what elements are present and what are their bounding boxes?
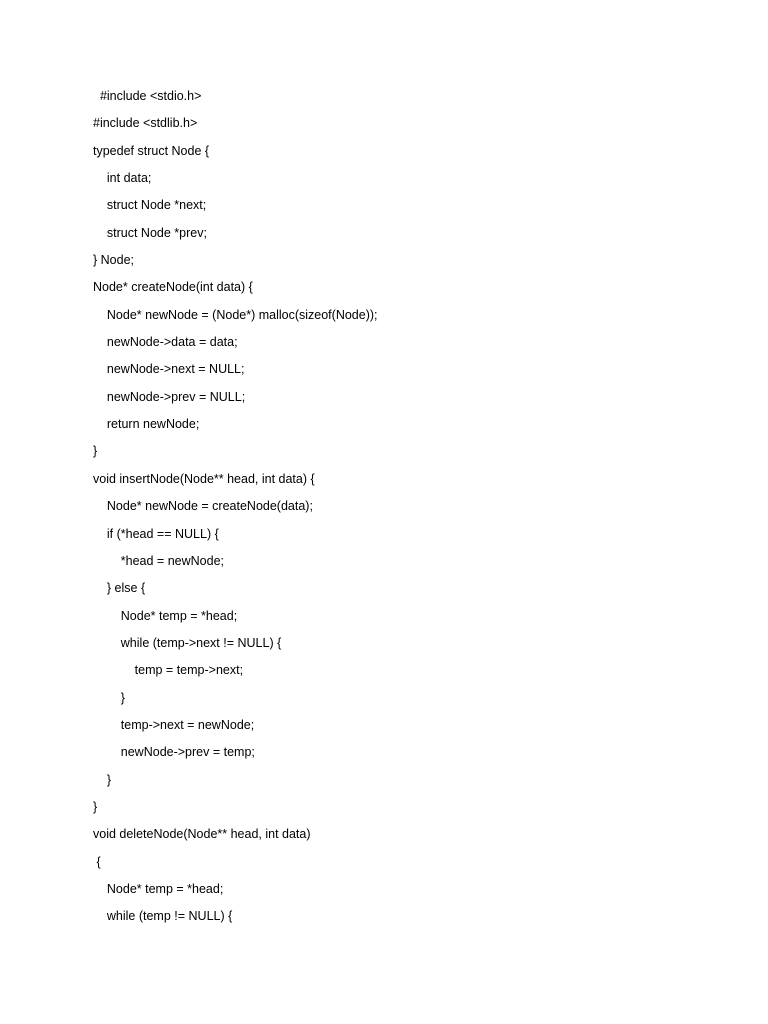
code-line: Node* newNode = (Node*) malloc(sizeof(Node)); (93, 307, 378, 322)
code-line: int data; (93, 171, 152, 186)
code-line: Node* createNode(int data) { (93, 280, 253, 295)
code-line: #include <stdlib.h> (93, 116, 198, 131)
code-line: *head = newNode; (93, 553, 224, 568)
code-line: } (93, 690, 125, 705)
code-listing (93, 86, 733, 934)
code-line: } else { (93, 581, 146, 596)
code-line: temp = temp->next; (93, 663, 244, 678)
code-line: return newNode; (93, 417, 200, 432)
code-line: newNode->prev = NULL; (93, 389, 246, 404)
code-line: } (93, 772, 112, 787)
code-line: newNode->prev = temp; (93, 745, 255, 760)
code-line: void deleteNode(Node** head, int data) (93, 827, 311, 842)
code-line: temp->next = newNode; (93, 717, 255, 732)
code-line: } (93, 799, 98, 814)
code-line: Node* temp = *head; (93, 608, 238, 623)
code-line: typedef struct Node { (93, 143, 210, 158)
code-line: } Node; (93, 253, 135, 268)
code-line: } (93, 444, 98, 459)
code-line: while (temp != NULL) { (93, 909, 233, 924)
code-line: Node* temp = *head; (93, 881, 224, 896)
code-line: { (93, 854, 101, 869)
code-line: while (temp->next != NULL) { (93, 635, 282, 650)
code-line: struct Node *prev; (93, 225, 207, 240)
code-line: newNode->next = NULL; (93, 362, 245, 377)
code-line: struct Node *next; (93, 198, 207, 213)
code-line: if (*head == NULL) { (93, 526, 219, 541)
code-line: Node* newNode = createNode(data); (93, 499, 313, 514)
code-line: #include <stdio.h> (93, 89, 202, 103)
code-line: void insertNode(Node** head, int data) { (93, 471, 315, 486)
code-line: newNode->data = data; (93, 335, 238, 350)
